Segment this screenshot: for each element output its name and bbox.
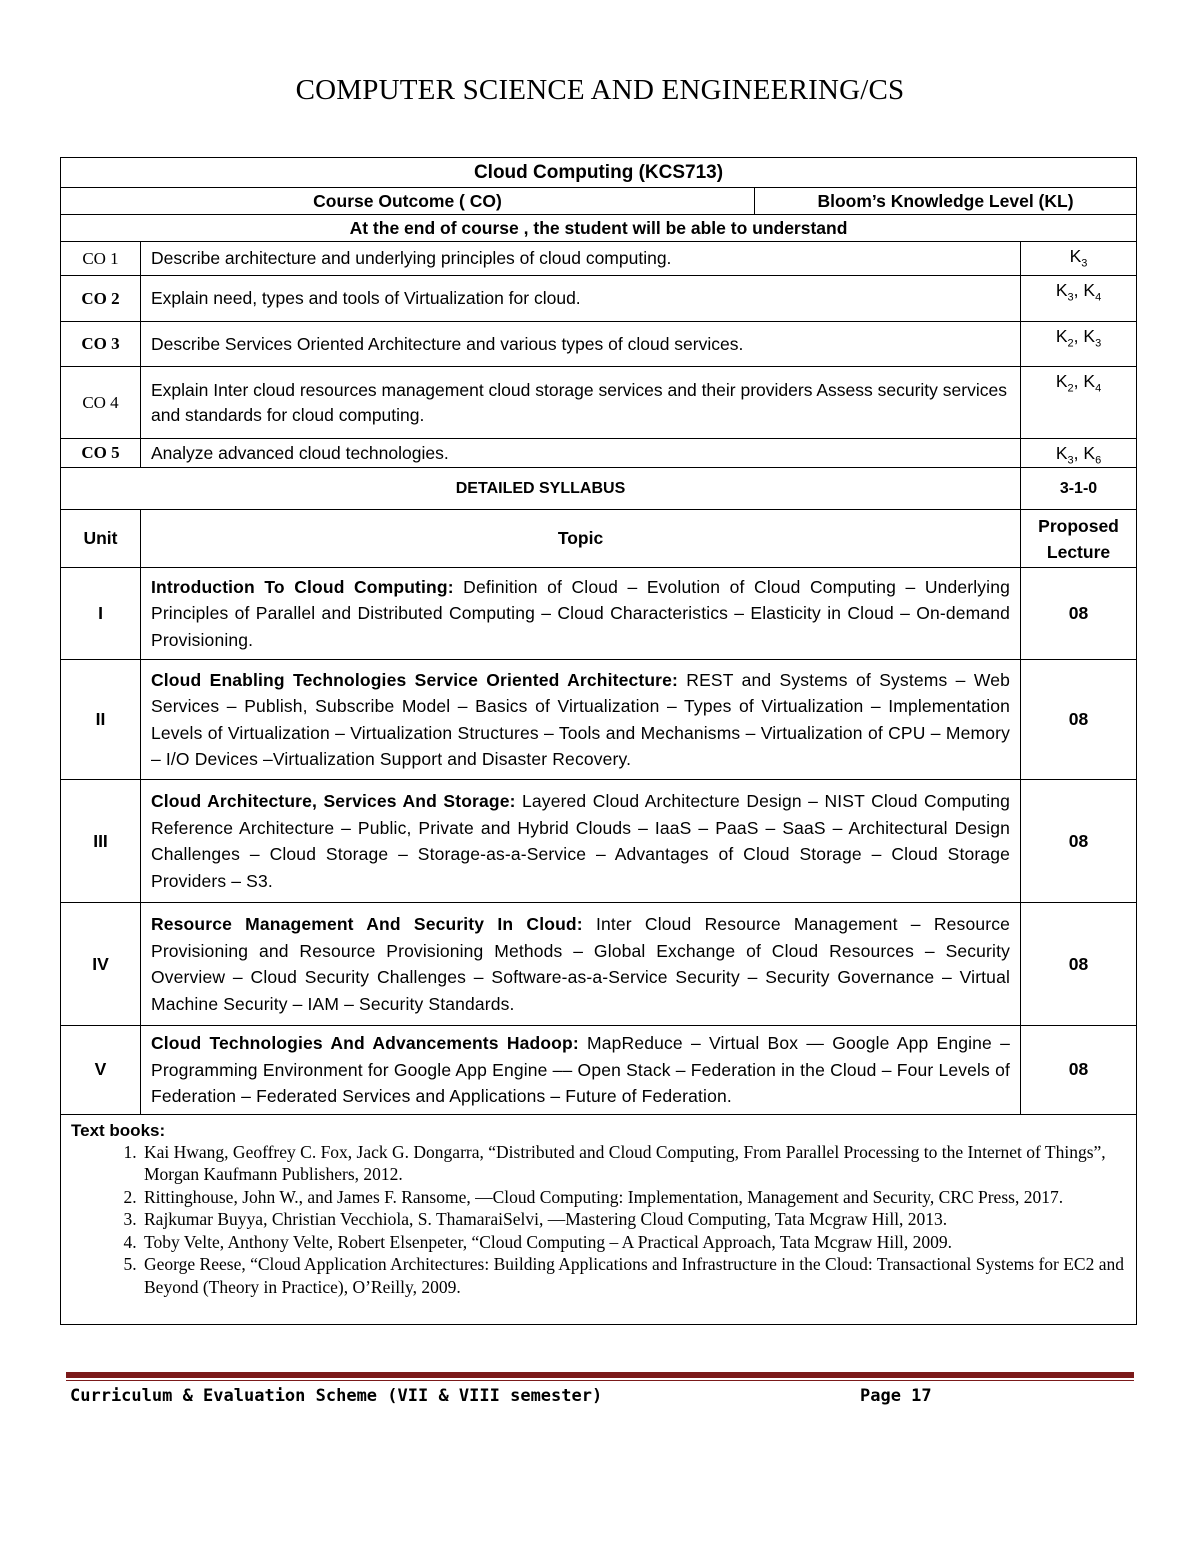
- syllabus-title: DETAILED SYLLABUS: [61, 468, 1021, 510]
- co-text: Explain Inter cloud resources management cloud storage services and their providers Assess security services and standards for cloud computing.: [141, 367, 1021, 439]
- footer-rule-thin: [66, 1380, 1134, 1381]
- co-label: CO 1: [61, 242, 141, 276]
- co-text: Analyze advanced cloud technologies.: [141, 439, 1021, 468]
- unit-number: I: [61, 568, 141, 660]
- textbook-item: 5. George Reese, “Cloud Application Architectures: Building Applications and Infrastructure in the Cloud: Transactional Systems for EC2 and Beyond (Theory in Practice), O’Reilly, 2009.: [141, 1253, 1126, 1298]
- unit-heading: Cloud Technologies And Advancements Hadoop:: [151, 1033, 579, 1053]
- unit-heading: Introduction To Cloud Computing:: [151, 576, 454, 597]
- outcome-row: [61, 367, 1137, 439]
- kl-subscript: 3: [1095, 337, 1102, 350]
- co-header: Course Outcome ( CO): [61, 188, 755, 215]
- kl-letter: K: [1083, 371, 1096, 391]
- unit-lectures: 08: [1021, 660, 1137, 780]
- unit-number: III: [61, 780, 141, 903]
- unit-number: IV: [61, 903, 141, 1026]
- footer-rule: [66, 1372, 1134, 1378]
- kl-subscript: 3: [1067, 454, 1074, 467]
- unit-lectures: 08: [1021, 780, 1137, 903]
- footer-scheme: Curriculum & Evaluation Scheme (VII & VIII semester): [70, 1386, 603, 1406]
- co-text: Describe Services Oriented Architecture and various types of cloud services.: [141, 322, 1021, 367]
- page-number: Page 17: [860, 1386, 932, 1406]
- col-lecture-1: Proposed: [1038, 515, 1119, 536]
- kl-subscript: 3: [1081, 257, 1088, 270]
- kl-letter: K: [1083, 443, 1096, 463]
- outcome-row: [61, 242, 1137, 276]
- unit-number: V: [61, 1026, 141, 1115]
- kl-letter: K: [1083, 280, 1096, 300]
- col-lecture: [1021, 510, 1137, 568]
- textbooks: [61, 1114, 1137, 1324]
- unit-body: REST and Systems of Systems – Web Services – Publish, Subscribe Model – Basics of Virtualization – Types of Virtualization – Implementation Levels of Virtualization – Virtualization Structures – Tools and Mechanisms – Virtualization of CPU – Memory – I/O Devices –Virtualization Support and Disaster Recovery.: [151, 669, 1010, 769]
- co-kl: $K_2$, $K_3$: [1021, 322, 1137, 367]
- textbook-item: 4. Toby Velte, Anthony Velte, Robert Elsenpeter, “Cloud Computing – A Practical Approach, Tata Mcgraw Hill, 2009.: [141, 1231, 1126, 1254]
- col-unit: Unit: [61, 510, 141, 568]
- col-topic: Topic: [141, 510, 1021, 568]
- unit-row: [61, 660, 1137, 780]
- ltp: 3-1-0: [1021, 468, 1137, 510]
- textbook-item: 1. Kai Hwang, Geoffrey C. Fox, Jack G. Dongarra, “Distributed and Cloud Computing, From Parallel Processing to the Internet of Things”, Morgan Kaufmann Publishers, 2012.: [141, 1141, 1126, 1186]
- unit-row: [61, 1026, 1137, 1115]
- kl-header: Bloom’s Knowledge Level (KL): [755, 188, 1137, 215]
- kl-letter: K: [1055, 371, 1068, 391]
- unit-body: Layered Cloud Architecture Design – NIST Cloud Computing Reference Architecture – Public, Private and Hybrid Clouds – IaaS – PaaS – SaaS – Architectural Design Challenges – Cloud Storage – Storage-as-a-Service – Advantages of Cloud Storage – Cloud Storage Providers – S3.: [151, 791, 1010, 891]
- unit-heading: Cloud Enabling Technologies Service Oriented Architecture:: [151, 669, 678, 690]
- kl-letter: K: [1055, 443, 1068, 463]
- unit-row: [61, 780, 1137, 903]
- course-intro: At the end of course , the student will be able to understand: [61, 215, 1137, 242]
- unit-lectures: 08: [1021, 1026, 1137, 1115]
- unit-body: Inter Cloud Resource Management – Resource Provisioning and Resource Provisioning Methods – Global Exchange of Cloud Resources – Security Overview – Cloud Security Challenges – Software-as-a-Service Security – Security Governance – Virtual Machine Security – IAM – Security Standards.: [151, 914, 1010, 1014]
- co-text: Explain need, types and tools of Virtualization for cloud.: [141, 276, 1021, 322]
- course-table: [60, 157, 1137, 1325]
- unit-row: [61, 568, 1137, 660]
- co-kl: $K_2$, $K_4$: [1021, 367, 1137, 439]
- course-title: Cloud Computing (KCS713): [61, 158, 1137, 188]
- kl-letter: K: [1069, 246, 1082, 266]
- unit-topic: [141, 780, 1021, 903]
- kl-subscript: 4: [1095, 382, 1102, 395]
- unit-topic: [141, 1026, 1021, 1115]
- unit-lectures: 08: [1021, 903, 1137, 1026]
- kl-subscript: 2: [1067, 337, 1074, 350]
- kl-letter: K: [1083, 326, 1096, 346]
- unit-lectures: 08: [1021, 568, 1137, 660]
- co-kl: $K_3$, $K_4$: [1021, 276, 1137, 322]
- kl-subscript: 2: [1067, 382, 1074, 395]
- kl-letter: K: [1055, 280, 1068, 300]
- co-label: CO 5: [61, 439, 141, 468]
- kl-letter: K: [1055, 326, 1068, 346]
- col-lecture-2: Lecture: [1046, 541, 1111, 562]
- textbook-item: 3. Rajkumar Buyya, Christian Vecchiola, S. ThamaraiSelvi, —Mastering Cloud Computing, Tata Mcgraw Hill, 2013.: [141, 1208, 1126, 1231]
- co-label: CO 3: [61, 322, 141, 367]
- unit-topic: [141, 903, 1021, 1026]
- unit-heading: Resource Management And Security In Cloud:: [151, 914, 583, 934]
- kl-subscript: 3: [1067, 291, 1074, 304]
- unit-number: II: [61, 660, 141, 780]
- kl-subscript: 6: [1095, 454, 1102, 467]
- co-text: Describe architecture and underlying principles of cloud computing.: [141, 242, 1021, 276]
- co-label: CO 4: [61, 367, 141, 439]
- outcome-row: [61, 322, 1137, 367]
- kl-subscript: 4: [1095, 291, 1102, 304]
- unit-row: [61, 903, 1137, 1026]
- textbooks-heading: Text books:: [71, 1120, 166, 1140]
- co-label: CO 2: [61, 276, 141, 322]
- co-kl: [1021, 242, 1137, 276]
- outcome-row: [61, 276, 1137, 322]
- unit-topic: [141, 568, 1021, 660]
- co-kl: $K_3$, $K_6$: [1021, 439, 1137, 468]
- unit-body: MapReduce – Virtual Box — Google App Engine – Programming Environment for Google App Engine –– Open Stack – Federation in the Cloud – Four Levels of Federation – Federated Services and Applications – Future of Federation.: [151, 1033, 1010, 1106]
- unit-body: Definition of Cloud – Evolution of Cloud Computing – Underlying Principles of Parallel and Distributed Computing – Cloud Characteristics – Elasticity in Cloud – On-demand Provisioning.: [151, 576, 1010, 650]
- unit-topic: [141, 660, 1021, 780]
- outcome-row: [61, 439, 1137, 468]
- textbooks-list: [71, 1141, 1126, 1299]
- page-title: COMPUTER SCIENCE AND ENGINEERING/CS: [295, 74, 905, 106]
- textbook-item: 2. Rittinghouse, John W., and James F. Ransome, —Cloud Computing: Implementation, Management and Security, CRC Press, 2017.: [141, 1186, 1126, 1209]
- unit-heading: Cloud Architecture, Services And Storage:: [151, 791, 516, 811]
